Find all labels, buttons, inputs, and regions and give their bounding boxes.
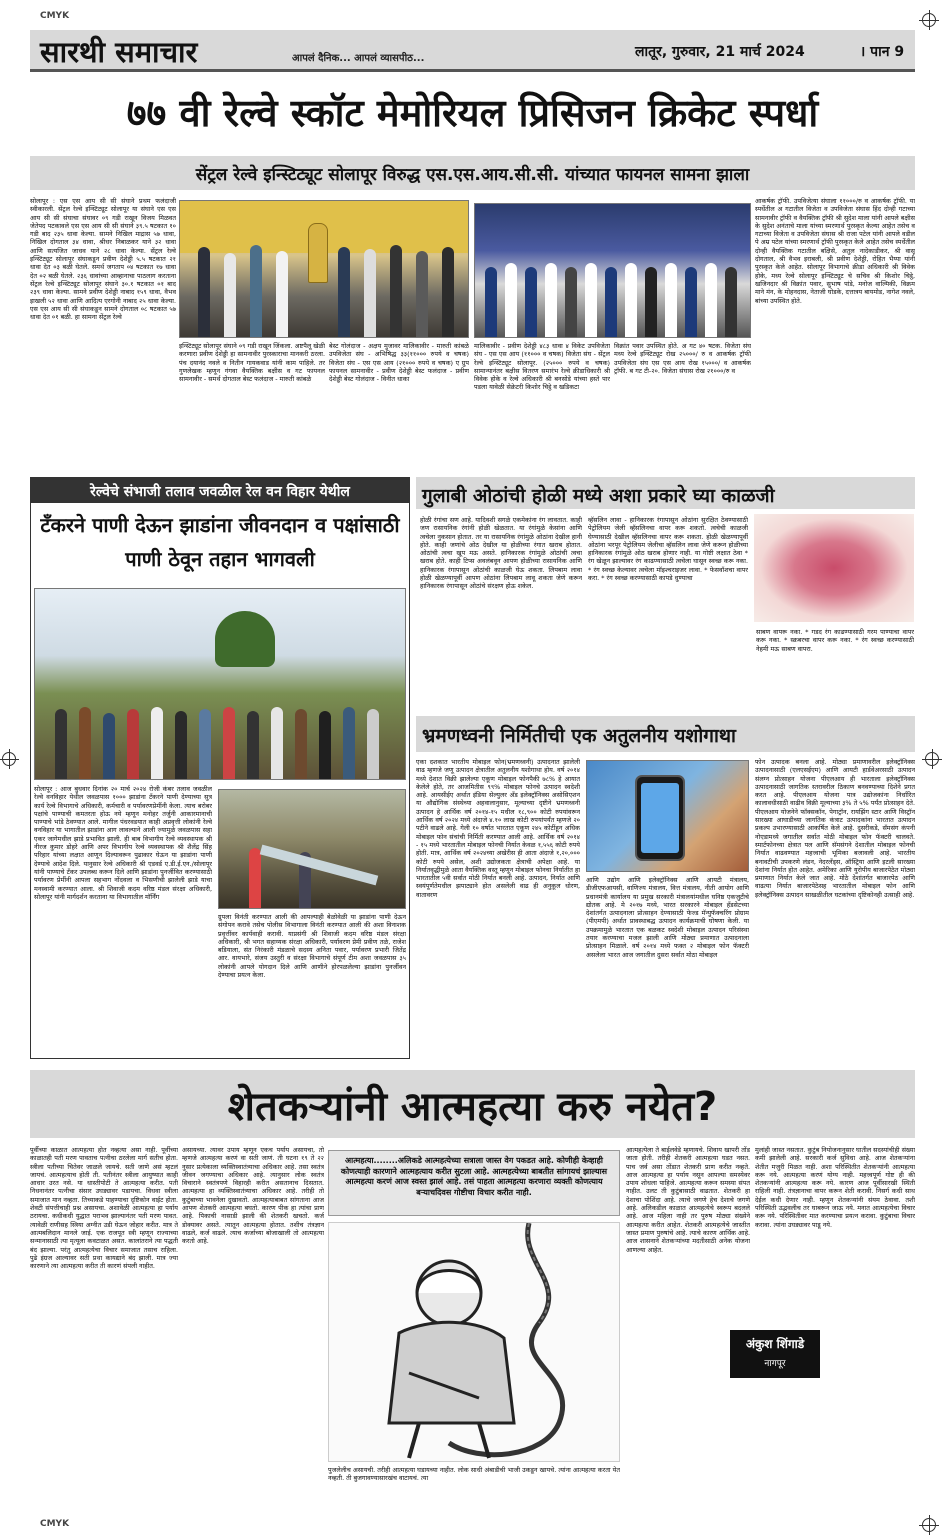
story3-column-1: होळी रंगांचा सण आहे. यादिवशी सगळे एकमेकांना रंग लावतात. काही जण रासायनिक रंगांनी होळी खेळतात. या रंगांमुळे केसांना आणि त्वचेला नुकसान होतात. तर या रासायनिक रंगांमुळे ओठांना देखील हानी होते. काही जणांचे ओठ देखील या होळीच्या रंगात खराब होतात. ओठांची त्वचा खूप मऊ असते. हानिकारक रंगांमुळे ओठांची त्वचा खराब होते. काही टिप्स अवलंबवून आपण होळीच्या रासायनिक आणि हानिकारक रंगापासून ओठांची काळजी घेऊ शकता. लिपबाम लावा होळी खेळण्यापूर्वी आपण ओठांना लिपबाम लावू शकता जेणे करून हानिकारक रंगापासून ओठांचे संरक्षण होऊ शकेल. [420,516,582,591]
noose-illustration-icon [329,1223,620,1462]
story3-headline-bar [416,477,915,509]
story2-column-1: सोलापूर : आज बुधवार दिनांक २० मार्च २०२४ रोजी कंबर तलाव जवळील रेल्वे वनविहार येथील जवळपास १००० झाडांना टँकरने पाणी देण्याच्या सुत्र कार्य रेल्वे विभागाचे अधिकारी, कर्मचारी व पर्यावरणप्रेमींनी केला. त्याच बरोबर पक्षांचे पाण्याची कमतरता होऊ नये म्हणून मनोहर तर्जुनी आकारमानाची पाण्याचे भांडे ठेवण्यात आले. मागील पंधरवडयात काही अप्रवृत्ती लोकांनी रेल्वे वनविहार या भागातील झाडांना आग लावल्याने आली ज्यामुळे जवळपास सहा एकर जागेमधील झाडे प्रभावित झाली. ही बाब विभागीय रेल्वे व्यवस्थापक श्री नीरज कुमार डोहरे आणि अपर विभागीय रेल्वे व्यवस्थापक श्री शैलेंद्र सिंह परिहार यांच्या लक्षात आणून दिल्यावरून पुढाकार घेऊन या झाडांना पाणी देण्याचे आदेश दिले. यानुसार रेल्वे अधिकारी श्री एडवर्ड ए.डी.ई.एन./सोलापूर यांनी पाण्याचे टँकर उपलब्ध करून दिले आणि झाडांना पुनर्जीवित करण्यासाठी पर्यावरण प्रेमींनी आपला सहभाग नोंदवला व भिसणीची झालेली झाडे याचा मनस्वामी करण्यात आला. श्री शिवाजी कदम वरिष्ठ मंडल संरक्षा अधिकारी, सोलापूर यांनी मार्गदर्शन करताना या विभागातील मॉर्निंग [34,785,212,901]
story5-column-4: मुलांही जास्त नसतात. कुटुंब नियोजनानुसार घातील सदस्यांचीही संख्या कमी झालेली आहे. सरकारी कर्ज सुविधा आहे. आज शेतकऱ्यांना शेतीत मजुरी मिळत नाही. अशा परिस्थितीत शेतकऱ्यांनी आत्महत्या करू नये. आत्महत्या करणं योग्य नाही. महत्त्वपूर्ण गोष्ट ही की शेतकऱ्यांनी आत्महत्या करू नये. कारण आज पूर्वीसारखी स्थिती राहिली नाही. तंत्रज्ञानाचा वापर करून शेती करावी. निसर्ग कधी साथ देईल कधी देणार नाही. म्हणून शेतकऱ्यांनी संयम ठेवावा. तशी परिस्थिती उद्भवलीच तर घाबरून जाऊ नये. मनात आत्महत्येचा विचार करू नये. परिस्थितीवर मात करण्याचा प्रयत्न करावा. कुटुंबाचा विचार करावा. त्यांना उघड्यावर पाडू नये. [755,1146,915,1229]
story2-photo-group [34,588,406,780]
masthead-title: सारथी समाचार [40,35,198,69]
story1-column-2: इन्स्टिट्यूट सोलापूर संघाने ०९ गडी राखून जिंकला. अष्टपैलू खेळी करणारा प्रवीण देशेड्डी हा सामनावीर पुरस्काराचा मानकरी ठरला. पंच दयानंद नवले व नितीन गायकवाड यांनी काम पाहिले. तर गुणलेखक म्हणून गंगवा वैयक्तिक बक्षीस व गट फायनल सामनावीर - समर्थ दोगताल बेस्ट फलंदाज - मारुती कांबळे [179,342,325,384]
smartphone-icon [635,775,685,861]
story1-column-3: बेस्ट गोलंदाज - अक्षय मुजावर मालिकावीर - मारुती कांबळे उपविजेता संघ - अभिषिद्ध ३३(११००० रुपये व चषक) विजेता संघ - एस एस आय (२१००० रुपये व चषक) ए ग्रुप फायनल सामनावीर - प्रवीण देशेड्डी बेस्ट फलंदाज - प्रवीण देशेड्डी बेस्ट गोलंदाज - विनीत धाका [329,342,469,384]
story4-column-3: फोन उत्पादक बनला आहे. मोठ्या प्रमाणावरील इलेक्ट्रॉनिक्स उत्पादनासाठी (एलएसईएम) आणि आयटी हार्डवेअरसाठी उत्पादन संलग्न प्रोत्साहन योजना पीएलआय ही भारताला इलेक्ट्रॉनिक्स उत्पादनासाठी जागतिक स्तरावरील ठिकाण बनवण्याच्या दिशेने प्रगत करत आहे. पीएलआय योजना पात्र उद्योजकांना निर्धारित कालावधीसाठी वाढीव विक्री मूल्याच्या ३% ते ५% पर्यंत प्रोत्साहन देते. पीएलआय योजनेने फॉक्सकॉन, पेगाट्रॉन, रायझिंग स्टार आणि विस्ट्रॉन सारख्या आघाडीच्या जागतिक कंत्राट उत्पादकांना भारतात उत्पादन प्रकल्प उभारण्यासाठी आकर्षित केले आहे. दुसरीकडे, सॅमसंग कंपनी नोएडामध्ये जगातील सर्वात मोठी मोबाइल फोन फॅक्टरी चालवते. स्मार्टफोनच्या क्षेत्रात पल आणि सॅमसंगने देशातील मोबाइल फोनची निर्यात वाढवण्यात महत्त्वाची भूमिका बजावली आहे. भारतीय बनावटीची उपकरणे लंडन, नेदरलँड्स, ऑस्ट्रिया आणि इटली सारख्या देशांना निर्यात होत आहेत. अमेरिका आणि युरोपीय बाजारपेठेत मोठ्या प्रमाणात निर्यात केले जात आहे. मोठे देशांतर्गत बाजारपेठ आणि वाढत्या निर्यात बाजारपेठेसह भारतातील मोबाइल फोन आणि इलेक्ट्रॉनिक्स उत्पादन साखळीतील घटकांच्या दृष्टिकोनही उत्साही आहे. [755,758,915,899]
story1-column-1: सोलापूर : एस एस आय सी सी संघाने प्रथम फलंदाजी स्वीकारली. सेंट्रल रेल्वे इन्स्टिट्यूट सोलापूर या संघाने एस एस आय सी सी संघाचा संघावर ०९ गडी राखून विजय मिळवत जेतेपद पटकावले एस एस आय सी सी संघाने ३९.५ षटकात १० गडी बाद २३५ धावा केल्या. सामने निखिल माद्रास ५७ धावा, निखिल दोगताल ३४ धावा, श्रीधर निबाळकर याने ३२ धावा आणि सत्यजित जाधव याने २८ धावा केल्या. सेंट्रल रेल्वे इन्स्टिट्यूट सोलापूर संघाकडून प्रवीण देशेड्डी ५.५ षटकात २१ धावा देत ०३ बळी घेतले. समर्थ जगताप ०४ षटकात १७ धावा देत ०२ बळी घेतले. २३६ धावांच्या आव्हानाचा पाठलाग करताना सेंट्रल रेल्वे इन्स्टिट्यूट सोलापूर संघाने ३०.१ षटकात ०१ बाद २३९ धावा केल्या. सामने प्रवीण देशेड्डी नाबाद १५९ धावा, वैभव इाखली ५२ धावा आणि आदित्य एरगोनी नाबाद २५ धावा केल्या. एस एस आय सी सी संघाकडून सामने दोगताल ०८ षटकात ५७ धावा देत ०१ बळी. हा सामना सेंट्रल रेल्वे [30,197,176,322]
story2-kicker: रेल्वेचे संभाजी तलाव जवळील रेल वन विहार येथील [90,484,350,500]
story3-column-2: व्हॅसलिन लावा - हानिकारक रंगापासून ओठांना सुरक्षित ठेवण्यासाठी पेट्रोलियम जेली व्हॅसलिनचा वापर करू शकतो. त्वचेची काळजी घेण्यासाठी देखील व्हॅसलिनचा वापर करू शकता. होळी खेळण्यापूर्वी ओठांना भरपूर पेट्रोलियम जेलीचा व्हॅसलिन लावा जेणे करून होळीच्या हानिकारक रंगांमुळे ओठ खराब होणार नाही. या गोष्टी लक्षात ठेवा * रंग खेळून झाल्यावर रंग काढण्यासाठी त्वचेला घासून स्वच्छ करू नका. * रंग स्वच्छ केल्यावर त्वचेला मॉइश्चराइजर लावा. * फेसवॉशचा वापर करा. * रंग स्वच्छ करण्यासाठी कापडे धुण्याचा [588,516,748,583]
story1-subhead: सेंट्रल रेल्वे इन्स्टिट्यूट सोलापूर विरुद्ध एस.एस.आय.सी.सी. यांच्यात फायनल सामना झाला [195,165,750,185]
story2-headline: टँकरने पाणी देऊन झाडांना जीवनदान व पक्षांसाठी पाणी ठेवून तहान भागवली [40,513,400,571]
byline-place: नागपूर [764,1359,786,1369]
byline-name: अंकुश शिंगाडे [745,1337,805,1351]
lips-photo [754,514,914,622]
registration-mark-icon [925,752,939,766]
story5-column-2: असायच्या. त्यावर उपाय म्हणून एकच पर्याय असायचा, तो म्हणजे आत्महत्या करणं वा सती जाणं. ती घटना १९ ते २२ नुसार प्रत्येकाला व्यक्तिस्वातंत्र्याचा अधिकार आहे. तसा स्वतंत्र जीवन जगण्याचा अधिकार आहे. त्यानुसार लोक स्वतंत्र विचाराने स्वतंत्रपणे विहारही करीत असतानाच दिसतात. आत्महत्या हा व्यक्तिस्वातंत्र्याचा अधिकार आहे. तरीही तो कुटुंबाच्या भावनेला दुखावतो. आत्महत्याबाबत सांगताना आज आपण शेतकरी आत्महत्या बघतो. कारण पीक हा त्यांचा प्राण आहे. पिकाची नासाडी झाली की शेतकरी खचतो. कर्ज डोक्यावर असते. त्यातून आत्महत्या होतात. तशीच तंत्रज्ञान वाढले, कर्ज वाढले. त्याच कर्जाच्या बोजाखाली तो आत्महत्या करतो आहे. [182,1146,324,1246]
registration-mark-icon [922,13,936,27]
story3-column-3: साबण वापरू नका. * गडद रंग काढण्यासाठी गरम पाण्याचा वापर करू नका. * स्क्रबरचा वापर करू नका. * रंग स्वच्छ करण्यासाठी नेहमी मऊ साबण वापरा. [756,628,914,653]
story5-callout: आत्महत्या........अलिकडे आत्महत्येच्या सत्राला जास्त वेग पकडत आहे. कोणीही केव्हाही कोणत्याही कारणाने आत्महत्याय करीत सुटला आहे. आत्महत्येच्या बाबतीत सांगायचं झाल्यास आत्महत्या करणं आज स्वस्त झालं आहे. तसं पाहता आत्महत्या करणारा व्यक्ती कोणत्याय बऱ्याचदिवस गोष्टीचा विचार करीत नाही. [328,1150,620,1216]
smartphone-photo [586,760,749,872]
story2-column-2: ग्रुपला विनंती करण्यात आली की आपल्याही बेळोवेळी या झाडांना पाणी देऊन संगोपन करावे तसेच पोलीस विभागाला विनंती करण्यात आली की अशा विनाशक प्रवृत्तींवर कार्यवाही करावी. याप्रसंगी श्री शिवाजी कदम वरिष्ठ मंडल संरक्षा अधिकारी, श्री भगत सहाय्यक संरक्षा अधिकारी, पर्यावरण प्रेमी प्रवीण तळे, राजेश बडियाला, संत निरंकारी मंडळाचे सदस्य अनिता पवार, पर्यावरण प्रभारी जितेंद्र आर. वायभारे, संजय उस्तुरी व संरक्षा विभागाचे संपूर्ण टीम अशा जवळपास ३५ लोकांनी आपले योगदान दिले आणि आणीने होरपळलेल्या झाडांना पुनर्जीवन देण्याचा प्रयत्न केला. [218,913,406,980]
water-stream-icon [260,845,378,886]
tree-icon [215,611,275,667]
story5-headline-bar [30,1070,915,1138]
story1-photo-team-group [474,203,751,338]
page-number: । पान 9 [860,44,905,60]
masthead-dateline: लातूर, गुरुवार, 21 मार्च 2024 [635,44,805,60]
masthead-tagline: आपलं दैनिक... आपलं व्यासपीठ... [292,53,425,64]
story4-headline-bar [416,716,915,752]
story4-headline: भ्रमणध्वनी निर्मितीची एक अतुलनीय यशोगाथा [422,725,736,747]
story3-headline: गुलाबी ओठांची होळी मध्ये अशा प्रकारे घ्या काळजी [422,485,775,507]
story1-subhead-bar [30,156,915,190]
trophy-icon [308,223,328,283]
story1-photo-trophy-presentation [179,200,469,338]
story5-headline: शेतकऱ्यांनी आत्महत्या करु नयेत? [227,1084,718,1130]
cmyk-mark-bottom: CMYK [40,1519,70,1529]
story1-column-5: विक्रांत पवार उपस्थित होते. अ गट ४० षटक. विजेता संघ मध्य रेल्वे इन्स्टिट्यूट रोख २५०००/ रु व आकर्षक ट्रॉफी उपविजेता संघ एस एस आय रोख १५०००/ व आकर्षक ट्रॉफी. ब गट टी-२०. विजेता संघास रोख २१०००/रु व [614,342,751,375]
story4-column-1: एका दशकात भारतीय मोबाइल फोन(भ्रमणध्वनी) उत्पादनात झालेली वाढ म्हणजे जणू उत्पादन क्षेत्रातील अतुलनीय यशोगाथा होय. वर्ष २०१४ मध्ये देशात विक्री झालेल्या एकूण मोबाइल फोनपैकी ७८% हे आयात केलेले होते, तर आजमितीस ९९% मोबाइल फोनचे उत्पादन स्वदेशी आहे. आयसीईए अर्थात इंडिया सेल्युलर अँड इलेक्ट्रॉनिक्स असोसिएशन या औद्योगिक संस्थेच्या अहवालानुसार, मूल्याच्या दृष्टीने भ्रमणध्वनी उत्पादन हे आर्थिक वर्ष २०१४-१५ मधील १८,९०० कोटी रुपयांवरून आर्थिक वर्ष २०२४ मध्ये अंदाजे ४.१० लाख कोटी रुपयांपर्यंत म्हणजे २० पटीने वाढले आहे. गेली १० वर्षात भारतात एकूण २४५ कोटींहून अधिक मोबाइल फोन संचांची निर्मिती करण्यात आली आहे. आर्थिक वर्ष २०१४ - १५ मध्ये भारतातील मोबाइल फोनची निर्यात केवळ १,५५६ कोटी रुपये होती. मात्र, आर्थिक वर्ष २०२४च्या अखेरीस ही आता अंदाजे १,२०,००० कोटी रुपये असेल, अशी उद्योजकता क्षेत्राची अपेक्षा आहे. या निर्यातवृद्धीमुळे आता वैयक्तिक वस्तू म्हणून मोबाइल फोनचा निर्यातीत हा भारतातील ५वी सर्वात मोठी निर्यात बनली आहे. उत्पादन, निर्यात आणि स्वयंपूर्णतेमधील झपाट्याने होत असलेली वाढ ही अनुकूल धोरण, वातावरण [416,758,580,899]
story5-caption: पुजलेलीच असायची. तरीही आत्महत्या घडायच्या नाहीत. लोक साधी अंबाडीची भाजी उकडून खायचे. त्यांना आत्महत्या करता येत नव्हती. ती बुजगावण्यासारखंच वाटायचं. त्या [328,1466,620,1483]
story2-kicker-bar [30,477,410,503]
cmyk-mark-top: CMYK [40,11,70,21]
story1-headline: ७७ वी रेल्वे स्कॉट मेमोरियल प्रिसिजन क्रिकेट स्पर्धा [126,91,819,135]
registration-mark-icon [2,752,16,766]
story5-column-1: पूर्वीच्या काळात आत्महत्या होत नव्हत्या असा नाही. पूर्वीच्या काळातही पती मरण पावताच पत्नीचा ठरलेला मार्ग सतीच होता. स्त्रीला पतीच्या चितेवर जाळले जायचे. सती जाणे असं म्हटलं जायचं. आत्महत्याच होती ती. पतीनंतर स्त्रीला आयुष्यात काही आधार उरत नसे. या धास्तीपोटी ते आत्महत्या करीत. पती निधनानंतर पत्नीचा संसार उघड्यावर पडायचा. विधवा स्त्रीला समाजात मान नव्हता. तिच्याकडे पाहण्याचा दृष्टिकोन वाईट होता. शेवटी संपत्तीचाही प्रश्न असायचा. अशावेळी आत्महत्या हा पर्याय ठरायचा. कधीकधी युद्धात पराभव झाल्यानंतर पती मरण पावत. त्यावेळी राणीसह स्त्रिया अग्नीत उडी घेऊन जोहार करीत. मात्र ते आत्मबलिदान मानले जाई. एक राजपूत स्त्री म्हणून राज्याच्या सन्मानासाठी त्या मृत्यूला कवटाळत असत. कालांतराने त्या पद्धती बंद झाल्या. परंतु आत्महत्येचा विचार समाजात तसाच राहिला. पुढे इंग्रज आल्यावर सती प्रथा कायद्याने बंद झाली. मात्र ज्या कारणाने त्या आत्महत्या करीत ती कारणं संपली नाहीत. [30,1146,178,1271]
story1-column-4: मालिकावीर - प्रवीण देशेड्डी ४८३ धावा ४ विकेट उपविजेता संघ - एस एस आय (११००० व चषक) विजेता संघ - सेंट्रल रेल्वे इन्स्टिट्यूट सोलापूर. (२५००० रुपये व चषक) सामान्यानंतर बक्षीस वितरण समारंभ रेल्वे क्रीडाधिकारी श्री विवेक होके व रेल्वे अधिकारी श्री बनसोडे यांच्या हस्ते पार पडला यावेळी सेक्रेटरी किशोर चिट्ठे व खडिकटा [474,342,610,392]
story4-column-2: आणि उद्योग आणि इलेक्ट्रॉनिक्स आणि आयटी मंत्रालय, डीजीएफआयसी, वाणिज्य मंत्रालय, वित्त मंत्रालय, नीती आयोग आणि प्रधानमंत्री कार्यालय या प्रमुख सरकारी मंत्रालयांमधील घनिष्ठ एकजुटीचे द्योतक आहे. मे २०१७ मध्ये, भारत सरकारने मोबाइल हँडसेटच्या देशांतर्गत उत्पादनाला प्रोत्साहन देण्यासाठी फेज्ड मॅन्युफॅक्चरिंग प्रोग्राम (पीएमपी) अर्थात प्रावस्थाबद्ध उत्पादन कार्यक्रमाची घोषणा केली. या उपक्रमामुळे भारतात एक बळकट स्वदेशी मोबाइल उत्पादन परिसंस्था तयार करण्याचा मजल झाली आणि मोठ्या प्रमाणात उत्पादनाला प्रोत्साहन मिळाले. वर्ष २०१४ मध्ये फक्त २ मोबाइल फोन फॅक्टरी असलेला भारत आज जगातील दुसरा सर्वात मोठा मोबाइल [586,876,749,959]
story1-headline-box [30,80,915,150]
registration-mark-icon [922,1518,936,1532]
masthead [30,30,915,72]
story1-column-6: आकर्षक ट्रॉफी. उपविजेत्या संघाला ११०००/रु व आकर्षक ट्रॉफी. या स्पर्धेतील अ गटातील विजेता व उपविजेता संघास हिंद दोन्ही गटाच्या सामनावीर ट्रॉफी व वैयक्तिक ट्रॉफी श्री सुदेश माला यांनी आपले बक्षीस के सुदेश अनंताचे माला यांच्या स्मरणार्थ पुरस्कृत केल्या आहेत तसेच व गटाच्या विजेता व उपविजेता संघास श्री राजा पटेल यांनी आपले वडील पे अम्र पटेल यांच्या स्मरणार्थ ट्रॉफी पुरस्कृत केले आहेत तसेच स्पर्धेतील दोन्ही वैयक्तिक गटातील बक्षिसे, अतुल नादेकाडीकर, श्री वासू दोगताल, श्री वैभव इराबली, श्री प्रवीण देशेड्डी, रोहित भैय्या यांनी पुरस्कृत केले आहेत. सोलापूर विभागाचे क्रीडा अधिकारी श्री विवेक होके, मध्य रेल्वे सोलापूर इन्स्टिट्यूट चे सचिव श्री किशोर चिट्ठे, खजिनदार श्री विक्रांत पवार, सुभाष पांडे, मनोज वाल्मिकी, विक्रम माने मंन, के मोहनदास, नेताजी घोडके, दत्तात्रय बायमोड, नागेश नवले, बांच्या उपस्थित होते. [755,197,915,305]
farmer-illustration [328,1222,620,1462]
story5-column-3: आत्महत्येला ते बाईलवेडे म्हणायचे. शिवाय खापरी तोंड जाता होती. तरीही शेतकरी आत्महत्या घडत नसत. पाच जर्व असा तोंडात शेतकरी प्राण करीत नव्हते. आज आत्महत्या हा पर्याय नसून आपल्या समस्येवर उपाय शोधला पाहिजे. आत्महत्या करून समस्या संपत नाहीत. उलट ती कुटुंबासाठी वाढतात. शेतकरी हा देशाचा पोशिंदा आहे. त्याचे जगणे हेच देशाचे जगणे आहे. अलिकडील काळात आत्महत्येचे स्वरूप बदलले आहे. आज महिला नाही तर पुरुष मोठ्या संख्येने आत्महत्या करीत आहेत. शेतकरी आत्महत्येचे जास्तीत जास्त प्रमाण पुरुषांचे आहे. त्याचे कारण आर्थिक आहे. आज शासनाने शेतकऱ्यांच्या मदतीसाठी अनेक योजना आणल्या आहेत. [626,1146,750,1254]
story2-photo-watering [218,789,406,909]
